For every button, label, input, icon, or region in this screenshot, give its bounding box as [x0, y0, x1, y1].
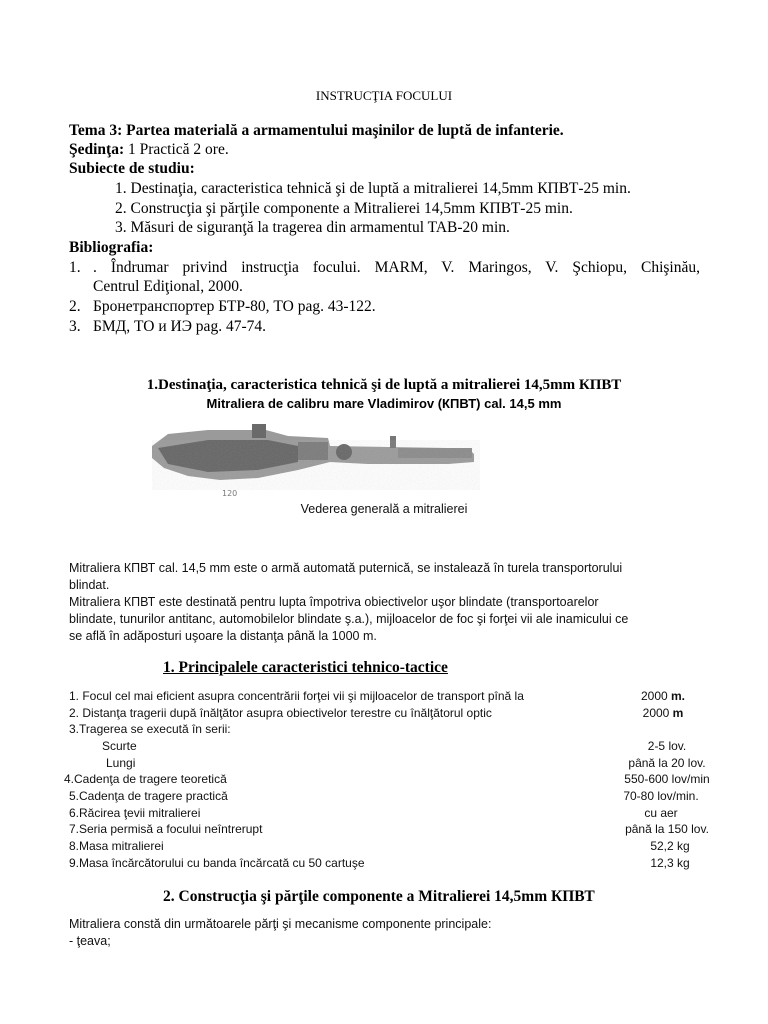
spec-row: [0, 739, 768, 755]
para2-line1: Mitraliera КПВТ este destinată pentru lupta împotriva obiectivelor uşor blindate (transportoarelor: [69, 595, 599, 609]
subiect-item-3: 3. Măsuri de siguranţă la tragerea din armamentul TAB-20 min.: [115, 219, 510, 236]
bibliografia-label: Bibliografia:: [69, 239, 154, 256]
subiect-item-1: 1. Destinaţia, caracteristica tehnică şi de luptă a mitralierei 14,5mm КПВТ-25 min.: [115, 180, 631, 197]
tema-line: Tema 3: Partea materială a armamentului maşinilor de luptă de infanterie.: [69, 122, 564, 139]
spec-row: [0, 822, 768, 838]
bib-num-2: 2.: [69, 298, 81, 315]
spec-label: 1. Focul cel mai eficient asupra concentrării forţei vii şi mijloacelor de transport pînă la: [69, 689, 524, 703]
spec-row: [0, 706, 768, 722]
machine-gun-image: [148, 418, 480, 498]
section1-heading: 1.Destinaţia, caracteristica tehnică şi de luptă a mitralierei 14,5mm КПВТ: [146, 377, 622, 393]
spec-row: [0, 689, 768, 705]
spec-row: [0, 756, 768, 772]
spec-label: 3.Tragerea se execută în serii:: [69, 722, 231, 736]
subiect-item-2: 2. Construcţia şi părţile componente a Mitralierei 14,5mm КПВТ-25 min.: [115, 200, 573, 217]
spec-value: 70-80 lov/min.: [623, 789, 699, 803]
spec-value: 12,3 kg: [650, 856, 690, 870]
spec-label: 2. Distanţa tragerii după înălţător asupra obiectivelor terestre cu înălţătorul optic: [69, 706, 492, 720]
spec-value: 2000 m.: [640, 689, 686, 703]
spec-row: [0, 806, 768, 822]
spec-label: 7.Seria permisă a focului neîntrerupt: [69, 822, 263, 836]
section2-heading: 2. Construcţia şi părţile componente a Mitralierei 14,5mm КПВТ: [163, 888, 595, 905]
spec-value: 550-600 lov/min: [624, 772, 710, 786]
spec-row: [0, 772, 768, 788]
bib-num-1: 1.: [69, 259, 81, 276]
spec-label: 5.Cadenţa de tragere practică: [69, 789, 228, 803]
spec-label: Scurte: [102, 739, 137, 753]
para2-line3: se află în adăposturi uşoare la distanţa până la 1000 m.: [69, 629, 377, 643]
spec-row: [0, 856, 768, 872]
sedinta-line: [69, 141, 229, 159]
spec-value: 52,2 kg: [650, 839, 690, 853]
spec-label: 6.Răcirea ţevii mitralierei: [69, 806, 201, 820]
spec-row: [0, 789, 768, 805]
spec-value: cu aer: [644, 806, 678, 820]
spec-value: 2-5 lov.: [647, 739, 687, 753]
bib-item-2: Бронетранспортер БТР-80, ТО pag. 43-122.: [93, 298, 376, 315]
spec-label: 4.Cadenţa de tragere teoretică: [64, 772, 227, 786]
spec-label: 8.Masa mitralierei: [69, 839, 164, 853]
bib-num-3: 3.: [69, 318, 81, 335]
section1-subheading: Mitraliera de calibru mare Vladimirov (КПВТ) cal. 14,5 mm: [206, 396, 562, 411]
specs-heading: 1. Principalele caracteristici tehnico-tactice: [163, 659, 448, 676]
para2-line2: blindate, tunurilor antitanc, automobilelor blindate ş.a.), mijloacelor de foc şi forţei vii ale inamicului ce: [69, 612, 629, 626]
section2-intro: Mitraliera constă din următoarele părţi şi mecanisme componente principale:: [69, 917, 492, 931]
bib-item-1-line2: Centrul Ediţional, 2000.: [93, 278, 243, 295]
spec-label: Lungi: [106, 756, 136, 770]
spec-value: până la 150 lov.: [625, 822, 709, 836]
spec-row: [0, 839, 768, 855]
image-mark-label: 120: [222, 489, 238, 498]
spec-value: 2000 m: [642, 706, 684, 720]
spec-value: până la 20 lov.: [628, 756, 706, 770]
bib-item-1-line1: . Îndrumar privind instrucţia focului. MARM, V. Maringos, V. Şchiopu, Chişinău,: [93, 259, 700, 276]
spec-label: 9.Masa încărcătorului cu banda încărcată cu 50 cartuşe: [69, 856, 365, 870]
sedinta-label: Şedinţa:: [69, 141, 125, 158]
para1-line2: blindat.: [69, 578, 110, 592]
para1-line1: Mitraliera КПВТ cal. 14,5 mm este o armă automată puternică, se instalează în turela transportorului: [69, 561, 623, 575]
spec-row: [0, 722, 768, 738]
document-title: INSTRUCŢIA FOCULUI: [315, 88, 453, 103]
component-list-item: - ţeava;: [69, 934, 111, 948]
bib-item-3: БМД, ТО и ИЭ pag. 47-74.: [93, 318, 266, 335]
subiecte-label: Subiecte de studiu:: [69, 160, 195, 177]
sedinta-value: 1 Practică 2 ore.: [124, 141, 229, 158]
image-caption: Vederea generală a mitralierei: [300, 502, 468, 516]
